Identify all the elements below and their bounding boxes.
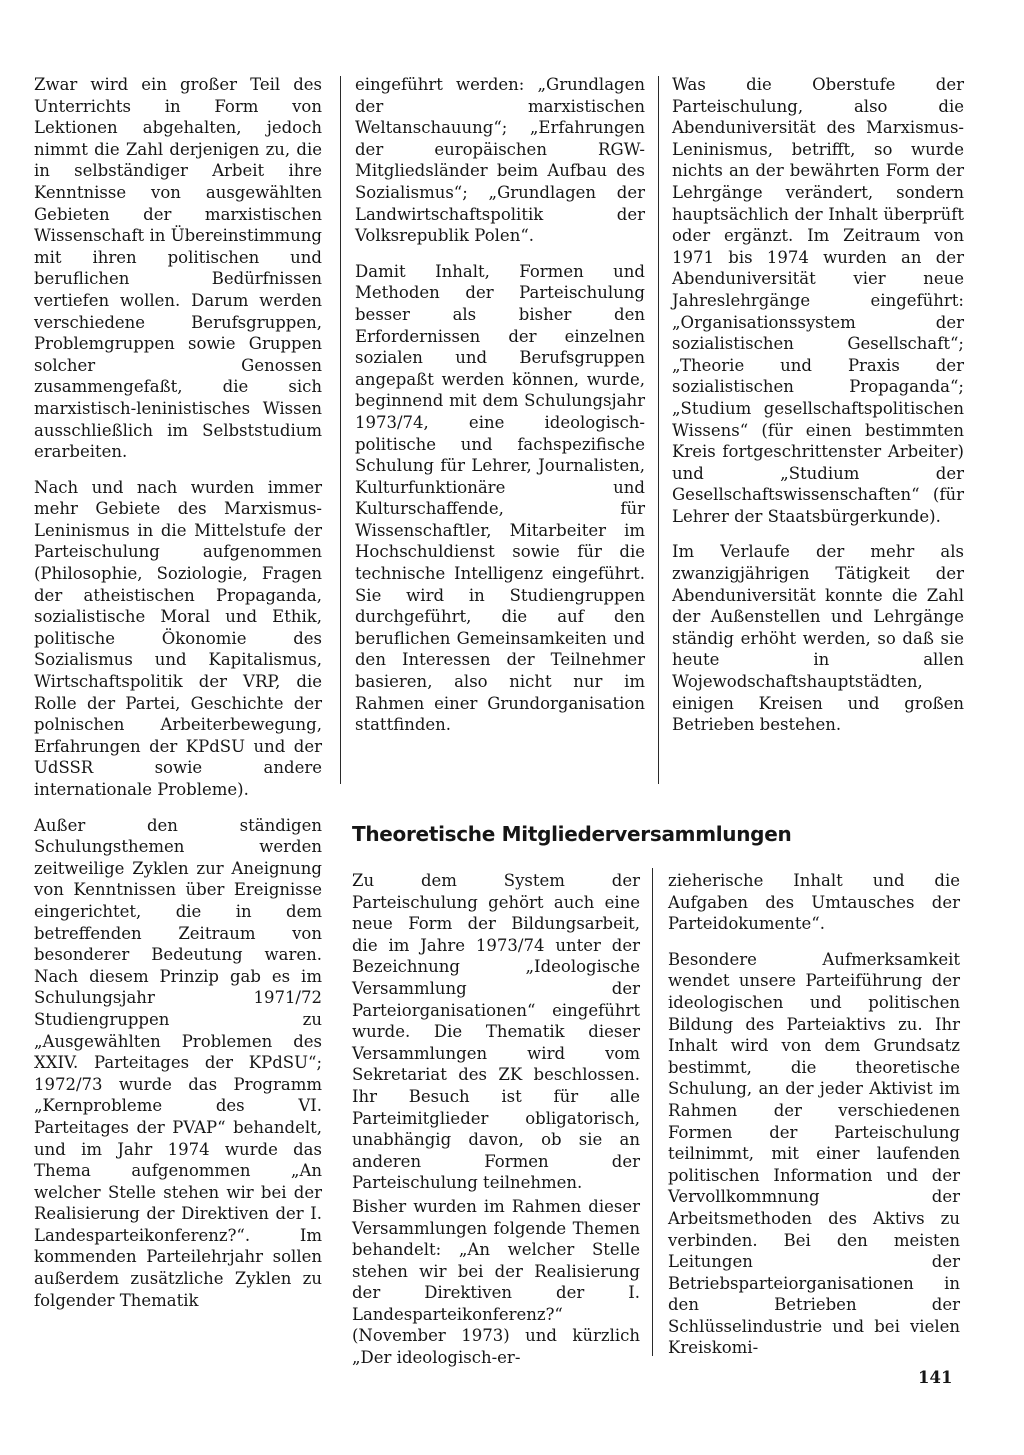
paragraph: zieherische Inhalt und die Aufgaben des Umtausches der Parteidokumente“. — [668, 871, 960, 934]
paragraph: Zwar wird ein großer Teil des Unterrichts in Form von Lektionen abgehalten, jedoch nimmt die Zahl derjenigen zu, die in selbständiger Arbeit ihre Kenntnisse von ausgewählten Gebieten der marxistischen Wissenschaft in Übereinstimmung mit ihren politischen und beruflichen Bedürfnissen vertiefen wollen. Darum werden verschiedene Berufsgruppen, Problemgruppen sowie Gruppen solcher Genossen zusammengefaßt, die sich marxistisch-leninistisches Wissen ausschließlich im Selbststudium erarbeiten. — [34, 75, 322, 462]
section-heading: Theoretische Mitgliederversammlungen — [352, 822, 792, 846]
paragraph: Zu dem System der Parteischulung gehört auch eine neue Form der Bildungsarbeit, die im Jahre 1973/74 unter der Bezeichnung „Ideologische Versammlung der Parteiorganisationen“ eingeführt wurde. Die Thematik dieser Versammlungen wird vom Sekretariat des ZK beschlossen. Ihr Besuch ist für alle Parteimitglieder obligatorisch, unabhängig davon, ob sie an anderen Formen der Parteischulung teilnehmen. — [352, 871, 640, 1193]
paragraph: Im Verlaufe der mehr als zwanzigjährigen Tätigkeit der Abenduniversität konnte die Zahl der Außenstellen und Lehrgänge ständig erhöht werden, so daß sie heute in allen Wojewodschaftshauptstädten, einigen Kreisen und großen Betrieben bestehen. — [672, 542, 964, 735]
column-left — [34, 74, 322, 1325]
column-rule — [340, 76, 341, 784]
paragraph: Damit Inhalt, Formen und Methoden der Parteischulung besser als bisher den Erfordernissen der einzelnen sozialen und Berufsgruppen angepaßt werden können, wurde, beginnend mit dem Schulungsjahr 1973/74, eine ideologisch-politische und fachspezifische Schulung für Lehrer, Journalisten, Kulturfunktionäre und Kulturschaffende, für Wissenschaftler, Mitarbeiter im Hochschuldienst sowie für die technische Intelligenz eingeführt. Sie wird in Studiengruppen durchgeführt, die auf den beruflichen Gemeinsamkeiten und den Interessen der Teilnehmer basieren, also nicht nur im Rahmen einer Grundorganisation stattfinden. — [355, 261, 645, 735]
paragraph: Außer den ständigen Schulungsthemen werden zeitweilige Zyklen zur Aneignung von Kenntnissen über Ereignisse eingerichtet, die in dem betreffenden Zeitraum von besonderer Bedeutung waren. Nach diesem Prinzip gab es im Schulungsjahr 1971/72 Studiengruppen zu „Ausgewählten Problemen des XXIV. Parteitages der KPdSU“; 1972/73 wurde das Programm „Kernprobleme des VI. Parteitages der PVAP“ behandelt, und im Jahr 1974 wurde das Thema aufgenommen „An welcher Stelle stehen wir bei der Realisierung der Direktiven der I. Landesparteikonferenz?“. Im kommenden Parteilehrjahr sollen außerdem zusätzliche Zyklen zu folgender Thematik — [34, 815, 322, 1310]
section-column-left — [352, 870, 640, 1383]
column-right — [672, 74, 964, 750]
paragraph: Was die Oberstufe der Parteischulung, also die Abenduniversität des Marxismus-Leninismus, betrifft, so wurde nichts an der bewährten Form der Lehrgänge verändert, sondern hauptsächlich der Inhalt überprüft oder ergänzt. Im Zeitraum von 1971 bis 1974 wurden an der Abenduniversität vier neue Jahreslehrgänge eingeführt: „Organisationssystem der sozialistischen Gesellschaft“; „Theorie und Praxis der sozialistischen Propaganda“; „Studium gesellschaftspolitischen Wissens“ (für einen bestimmten Kreis fortgeschrittenster Arbeiter) und „Studium der Gesellschaftswissenschaften“ (für Lehrer der Staatsbürgerkunde). — [672, 75, 964, 526]
paragraph: Bisher wurden im Rahmen dieser Versammlungen folgende Themen behandelt: „An welcher Stelle stehen wir bei der Realisierung der Direktiven der I. Landesparteikonferenz?“ (November 1973) und kürzlich „Der ideologisch-er- — [352, 1196, 640, 1368]
column-rule — [658, 76, 659, 784]
column-rule — [652, 868, 653, 1356]
page-number: 141 — [918, 1368, 953, 1387]
paragraph: Nach und nach wurden immer mehr Gebiete des Marxismus-Leninismus in die Mittelstufe der Parteischulung aufgenommen (Philosophie, Soziologie, Fragen der atheistischen Propaganda, sozialistische Moral und Ethik, politische Ökonomie des Sozialismus und Kapitalismus, Wirtschaftspolitik der VRP, die Rolle der Partei, Geschichte der polnischen Arbeiterbewegung, Erfahrungen der KPdSU und der UdSSR sowie andere internationale Probleme). — [34, 477, 322, 799]
column-middle — [355, 74, 645, 750]
paragraph: Besondere Aufmerksamkeit wendet unsere Parteiführung der ideologischen und politischen Bildung des Parteiaktivs zu. Ihr Inhalt wird von dem Grundsatz bestimmt, die theoretische Schulung, an der jeder Aktivist im Rahmen der verschiedenen Formen der Parteischulung teilnimmt, mit einer laufenden politischen Information und der Vervollkommnung der Arbeitsmethoden des Aktivs zu verbinden. Bei den meisten Leitungen der Betriebsparteiorganisationen in den Betrieben der Schlüsselindustrie und bei vielen Kreiskomi- — [668, 949, 960, 1358]
paragraph: eingeführt werden: „Grundlagen der marxistischen Weltanschauung“; „Erfahrungen der europäischen RGW-Mitgliedsländer beim Aufbau des Sozialismus“; „Grundlagen der Landwirtschaftspolitik der Volksrepublik Polen“. — [355, 75, 645, 246]
section-column-right — [668, 870, 960, 1373]
